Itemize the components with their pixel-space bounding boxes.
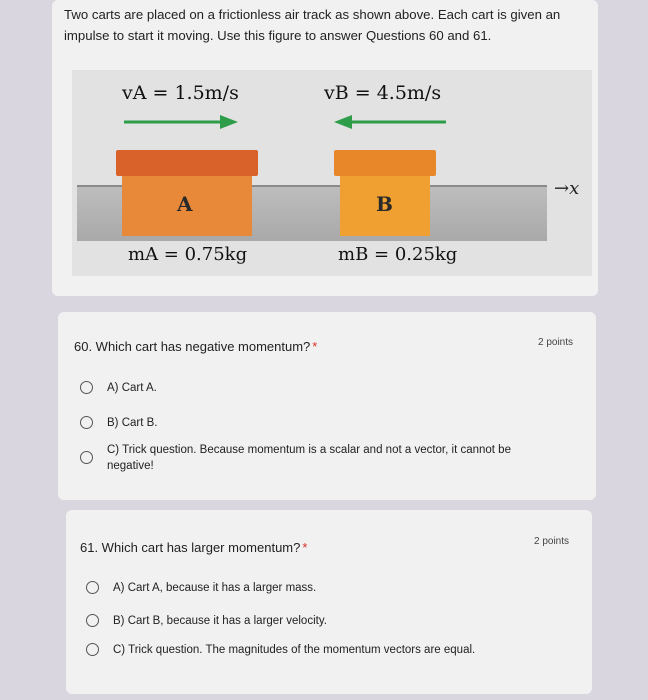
question-61-title: 61. Which cart has larger momentum? *	[80, 540, 308, 555]
required-marker: *	[302, 540, 308, 555]
radio-button[interactable]	[86, 643, 99, 656]
intro-card	[52, 0, 598, 296]
q60-option-b[interactable]	[80, 415, 157, 431]
cart-b	[330, 150, 440, 236]
velocity-a-label: vA = 1.5m/s	[122, 82, 239, 104]
q61-option-c-label: C) Trick question. The magnitudes of the momentum vectors are equal.	[113, 644, 476, 656]
q60-option-b-label: B) Cart B.	[107, 417, 158, 429]
mass-a-label: mA = 0.75kg	[128, 244, 248, 265]
cart-a-top	[116, 150, 258, 176]
x-axis-label: →x	[554, 178, 580, 199]
velocity-a-arrow	[122, 112, 242, 132]
cart-b-top	[334, 150, 436, 176]
q60-option-a[interactable]	[80, 380, 157, 396]
q60-option-c[interactable]	[80, 442, 550, 474]
question-61-points: 2 points	[534, 536, 570, 547]
x-axis-arrow-icon: →	[554, 178, 570, 199]
mass-b-label: mB = 0.25kg	[338, 244, 458, 265]
radio-button[interactable]	[80, 416, 93, 429]
question-60-title: 60. Which cart has negative momentum? *	[74, 339, 318, 354]
velocity-b-arrow	[330, 112, 450, 132]
radio-button[interactable]	[80, 451, 93, 464]
question-60-card	[58, 312, 596, 500]
q60-option-a-label: A) Cart A.	[107, 382, 157, 394]
q61-option-a-label: A) Cart A, because it has a larger mass.	[113, 582, 317, 594]
q61-option-a[interactable]	[86, 580, 316, 596]
radio-button[interactable]	[80, 381, 93, 394]
cart-a-label: A	[177, 192, 193, 216]
radio-button[interactable]	[86, 581, 99, 594]
velocity-b-label: vB = 4.5m/s	[324, 82, 442, 104]
q61-option-c[interactable]	[86, 642, 475, 658]
intro-text: Two carts are placed on a frictionless air track as shown above. Each cart is given an impulse to start it moving. Use this figure to answer Questions 60 and 61.	[64, 7, 561, 43]
required-marker: *	[312, 339, 318, 354]
question-61-card	[66, 510, 592, 694]
cart-b-label: B	[376, 192, 393, 216]
air-track-figure	[72, 70, 592, 276]
cart-a	[112, 150, 262, 236]
radio-button[interactable]	[86, 614, 99, 627]
q60-option-c-label: C) Trick question. Because momentum is a scalar and not a vector, it cannot be negative!	[107, 444, 511, 472]
q61-option-b[interactable]	[86, 613, 327, 629]
q61-option-b-label: B) Cart B, because it has a larger velocity.	[113, 615, 327, 627]
question-60-points: 2 points	[538, 337, 574, 348]
